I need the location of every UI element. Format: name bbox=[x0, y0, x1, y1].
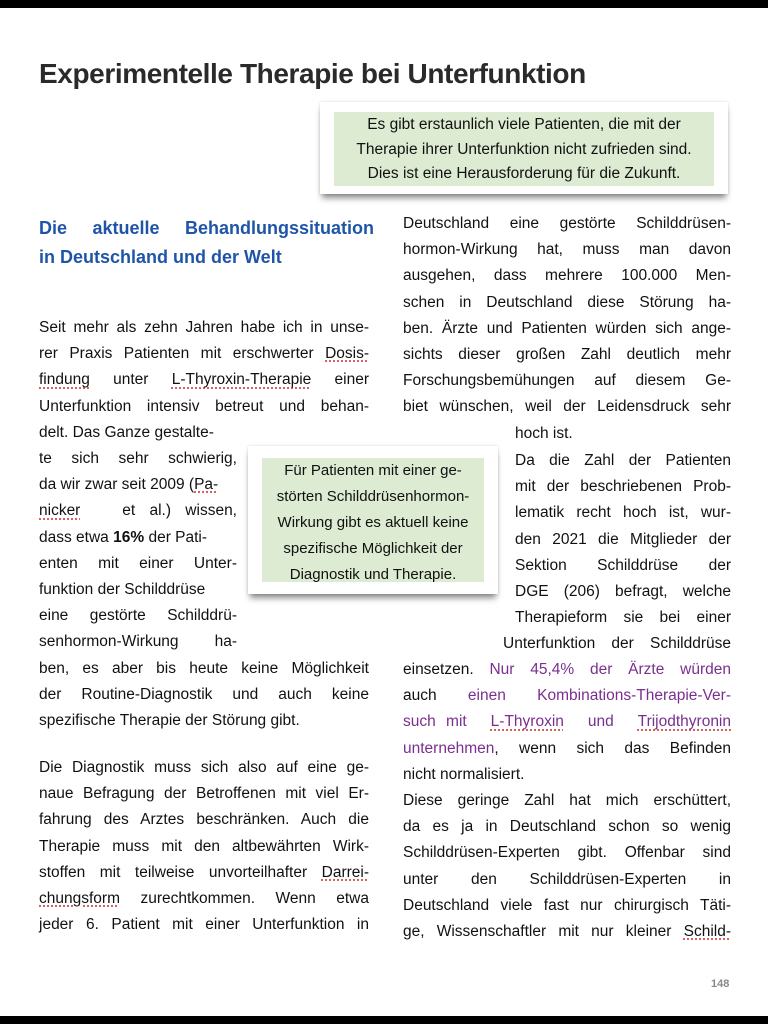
right-paragraph-2-narrow bbox=[515, 448, 731, 631]
text-line: Therapieform sie bei einer bbox=[515, 609, 731, 627]
highlighted-text: unternehmen bbox=[403, 739, 495, 757]
text-line: ben, es aber bis heute keine Möglichkeit bbox=[39, 660, 369, 677]
text-line: unter den Schilddrüsen-Experten in bbox=[403, 870, 731, 888]
text-line: ausgehen, dass mehrere 100.000 Men- bbox=[403, 267, 731, 285]
text-line: Unterfunktion intensiv betreut und behan- bbox=[39, 397, 369, 415]
text-span: einsetzen. bbox=[403, 661, 490, 678]
right-paragraph-2-wide bbox=[403, 657, 731, 945]
left-paragraph-1-end bbox=[39, 656, 369, 735]
spellcheck-word: Schild- bbox=[683, 922, 731, 940]
text-span: auch bbox=[403, 687, 468, 705]
text-line bbox=[403, 736, 731, 762]
spellcheck-word: L-Thyroxin bbox=[490, 713, 564, 731]
text-line bbox=[39, 886, 369, 912]
text-span: ge, Wissenschaftler mit nur kleiner bbox=[403, 922, 684, 940]
text-line: delt. Das Ganze gestalte- bbox=[39, 423, 214, 441]
text-line bbox=[403, 683, 731, 709]
callout-line: spezifische Möglichkeit der bbox=[283, 540, 463, 557]
text-line: senhormon-Wirkung ha- bbox=[39, 633, 237, 651]
text-line: fahrung des Arztes beschränken. Auch die bbox=[39, 811, 369, 829]
text-line: hormon-Wirkung hat, muss man davon bbox=[403, 241, 731, 259]
text-line: da es ja in Deutschland schon so wenig bbox=[403, 818, 731, 836]
text-line: Deutschland viele fast nur chirurgisch Täti- bbox=[403, 896, 731, 914]
text-line: Sektion Schilddrüse der bbox=[515, 556, 731, 574]
text-span: et al.) wissen, bbox=[122, 502, 237, 520]
right-paragraph-1 bbox=[403, 211, 731, 447]
section-heading-line: Die aktuelle Behandlungssituation bbox=[39, 218, 374, 238]
spellcheck-word: L-Thyroxin-Therapie bbox=[171, 371, 312, 389]
callout-line: Therapie ihrer Unterfunktion nicht zufrieden sind. bbox=[356, 140, 692, 158]
callout-box-top bbox=[320, 102, 728, 194]
text-line: den 2021 die Mitglieder der bbox=[515, 530, 731, 548]
text-span: dass etwa bbox=[39, 528, 114, 546]
left-paragraph-1 bbox=[39, 315, 369, 446]
text-line: eine gestörte Schilddrü- bbox=[39, 607, 237, 625]
text-line bbox=[39, 341, 369, 367]
text-line: Die Diagnostik muss sich also auf eine ge- bbox=[39, 759, 369, 776]
callout-text-top bbox=[334, 112, 714, 186]
text-line: Therapie muss mit den altbewährten Wirk- bbox=[39, 837, 369, 855]
callout-text-middle bbox=[262, 458, 484, 582]
text-line: sichts dieser großen Zahl deutlich mehr bbox=[403, 345, 731, 363]
spellcheck-word: Pa- bbox=[194, 476, 219, 494]
page-title: Experimentelle Therapie bei Unterfunktion bbox=[39, 58, 586, 89]
spellcheck-word: chungsform bbox=[39, 889, 120, 907]
text-span: der Pati- bbox=[144, 528, 208, 546]
callout-box-middle bbox=[248, 446, 498, 594]
text-line: Seit mehr als zehn Jahren habe ich in unse- bbox=[39, 319, 369, 336]
text-span: , wenn sich das Befinden bbox=[494, 739, 731, 757]
text-line bbox=[403, 657, 731, 683]
text-line: enten mit einer Unter- bbox=[39, 554, 237, 572]
text-line: nicht normalisiert. bbox=[403, 765, 525, 783]
spellcheck-word: Trijodthyronin bbox=[637, 713, 731, 731]
text-span: rer Praxis Patienten mit erschwerter bbox=[39, 345, 326, 363]
text-span: zurechtkommen. Wenn etwa bbox=[119, 889, 369, 907]
text-span: unter bbox=[113, 371, 149, 389]
text-line: Schilddrüsen-Experten gibt. Offenbar sind bbox=[403, 844, 731, 862]
callout-line: Dies ist eine Herausforderung für die Zukunft. bbox=[367, 165, 681, 182]
highlighted-text: such mit bbox=[403, 713, 467, 731]
section-heading bbox=[39, 214, 374, 272]
text-line: te sich sehr schwierig, bbox=[39, 450, 237, 467]
text-line: hoch ist. bbox=[515, 424, 573, 442]
page-number: 148 bbox=[711, 978, 730, 990]
text-span: da wir zwar seit 2009 ( bbox=[39, 476, 195, 494]
text-line: mit der beschriebenen Prob- bbox=[515, 478, 731, 496]
text-line: Deutschland eine gestörte Schilddrüsen- bbox=[403, 215, 731, 232]
highlighted-text: und bbox=[587, 713, 614, 731]
text-line: biet wünschen, weil der Leidensdruck sehr bbox=[403, 398, 731, 416]
text-line bbox=[39, 525, 237, 551]
text-line bbox=[39, 472, 237, 498]
spellcheck-word: nicker bbox=[39, 502, 81, 520]
text-line: Da die Zahl der Patienten bbox=[515, 452, 731, 469]
callout-line: störten Schilddrüsenhormon- bbox=[276, 488, 470, 505]
callout-line: Es gibt erstaunlich viele Patienten, die mit der bbox=[367, 116, 681, 133]
text-line: ben. Ärzte und Patienten würden sich ange- bbox=[403, 319, 731, 337]
text-line: naue Befragung der Betroffenen mit viel Er- bbox=[39, 785, 369, 803]
callout-line: Wirkung gibt es aktuell keine bbox=[277, 514, 469, 531]
highlighted-text: Nur 45,4% der Ärzte würden bbox=[489, 661, 731, 678]
text-line: Diese geringe Zahl hat mich erschüttert, bbox=[403, 791, 731, 809]
callout-line: Diagnostik und Therapie. bbox=[289, 566, 457, 583]
text-line bbox=[403, 919, 731, 945]
text-line bbox=[39, 498, 237, 524]
text-line: funktion der Schilddrüse bbox=[39, 580, 206, 598]
top-screen-bar bbox=[0, 0, 768, 8]
text-line: jeder 6. Patient mit einer Unterfunktion in bbox=[39, 916, 369, 934]
text-line bbox=[39, 860, 369, 886]
text-line: spezifische Therapie der Störung gibt. bbox=[39, 712, 300, 730]
bold-percentage: 16% bbox=[113, 528, 145, 546]
text-line: Unterfunktion der Schilddrüse bbox=[503, 635, 731, 652]
left-paragraph-2 bbox=[39, 755, 369, 938]
text-line: der Routine-Diagnostik und auch keine bbox=[39, 686, 369, 704]
text-line bbox=[403, 709, 731, 735]
callout-line: Für Patienten mit einer ge- bbox=[284, 462, 462, 479]
text-line: Forschungsbemühungen auf diesem Ge- bbox=[403, 372, 731, 390]
text-span: einer bbox=[334, 371, 369, 389]
text-line: schen in Deutschland diese Störung ha- bbox=[403, 293, 731, 311]
spellcheck-word: Darrei- bbox=[321, 863, 369, 881]
left-paragraph-1-narrow bbox=[39, 446, 237, 656]
section-heading-line: in Deutschland und der Welt bbox=[39, 247, 282, 267]
text-span: stoffen mit teilweise unvorteilhafter bbox=[39, 863, 322, 881]
right-paragraph-2-line8 bbox=[503, 631, 731, 657]
spellcheck-word: findung bbox=[39, 371, 90, 389]
text-line bbox=[39, 367, 369, 393]
bottom-screen-bar bbox=[0, 1016, 768, 1024]
highlighted-text: einen Kombinations-Therapie-Ver- bbox=[467, 687, 731, 705]
text-line: lematik recht hoch ist, wur- bbox=[515, 504, 731, 522]
text-line: DGE (206) befragt, welche bbox=[515, 582, 731, 600]
spellcheck-word: Dosis- bbox=[325, 345, 369, 363]
